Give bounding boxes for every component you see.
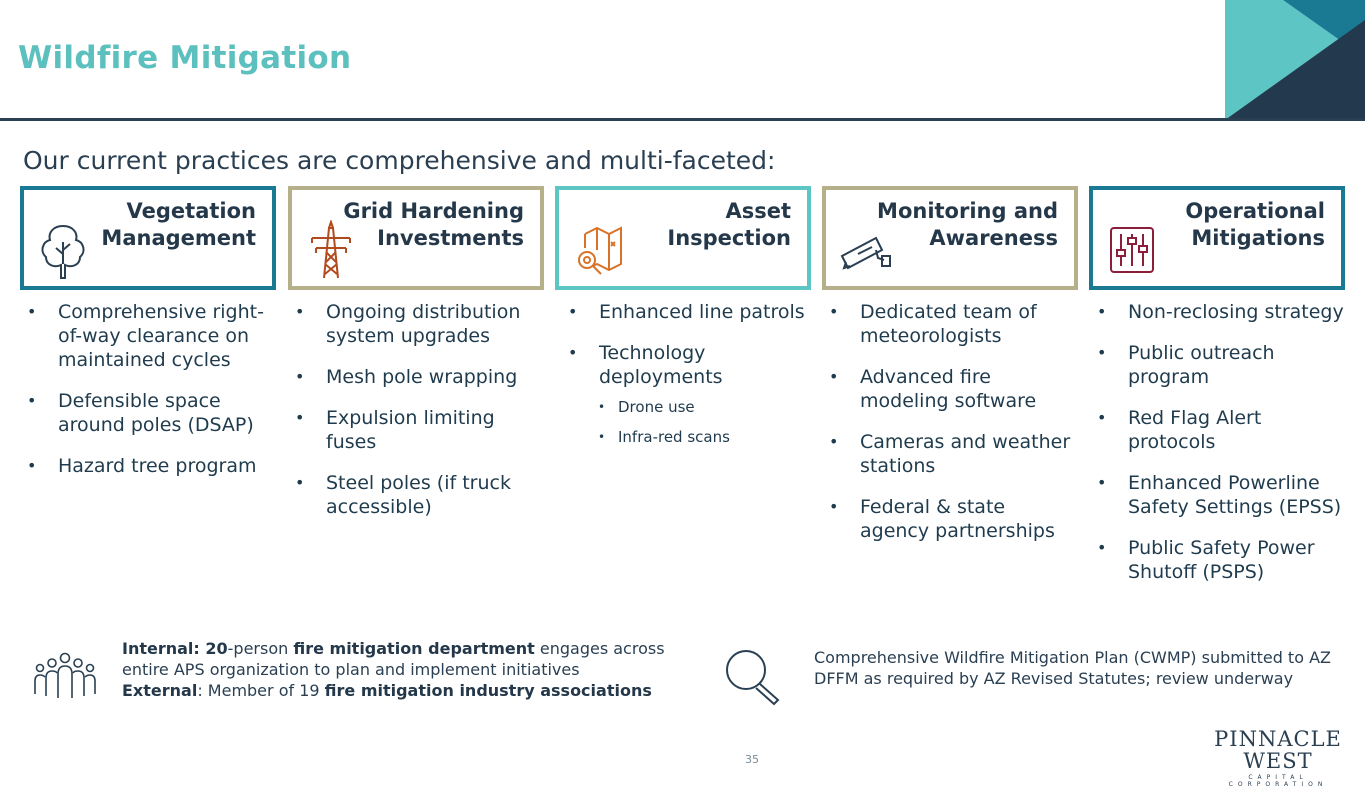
list-item: • Advanced fire modeling software xyxy=(827,365,1077,413)
sub-list-item: • Infra-red scans xyxy=(566,427,816,447)
map-search-icon xyxy=(571,220,625,280)
list-item: • Comprehensive right-of-way clearance on maintained cycles xyxy=(25,300,280,372)
list-item: • Dedicated team of meteorologists xyxy=(827,300,1077,348)
card-title-line1: Operational xyxy=(1185,199,1325,223)
card-title-line1: Monitoring and xyxy=(877,199,1058,223)
list-item: • Mesh pole wrapping xyxy=(293,365,548,389)
card-grid-hardening xyxy=(288,186,544,290)
internal-line: Internal: 20-person fire mitigation department engages across entire APS organization to plan and implement initiatives xyxy=(122,639,665,679)
page-subtitle: Our current practices are comprehensive and multi-faceted: xyxy=(23,146,776,175)
internal-external-note xyxy=(122,638,682,701)
list-item: • Non-reclosing strategy xyxy=(1095,300,1345,324)
card-title-line1: Asset xyxy=(725,199,791,223)
bullets-vegetation xyxy=(25,300,280,495)
card-title-line2: Mitigations xyxy=(1191,226,1325,250)
bullets-operational xyxy=(1095,300,1345,601)
card-title-line1: Vegetation xyxy=(126,199,256,223)
card-title-line2: Investments xyxy=(377,226,524,250)
page-title: Wildfire Mitigation xyxy=(18,40,352,76)
list-item: • Expulsion limiting fuses xyxy=(293,406,548,454)
cwmp-note: Comprehensive Wildfire Mitigation Plan (CWMP) submitted to AZ DFFM as required by AZ Revised Statutes; review underway xyxy=(814,648,1331,688)
list-item: • Public outreach program xyxy=(1095,341,1345,389)
list-item: • Enhanced Powerline Safety Settings (EPSS) xyxy=(1095,471,1345,519)
list-item: • Hazard tree program xyxy=(25,454,280,478)
card-title-line2: Awareness xyxy=(929,226,1058,250)
card-vegetation-management xyxy=(20,186,276,290)
list-item: • Defensible space around poles (DSAP) xyxy=(25,389,280,437)
external-line: External: Member of 19 fire mitigation industry associations xyxy=(122,681,652,700)
logo-line1: PINNACLE WEST xyxy=(1214,727,1342,773)
card-title-line1: Grid Hardening xyxy=(343,199,524,223)
corner-decoration xyxy=(1225,0,1365,120)
list-item: • Public Safety Power Shutoff (PSPS) xyxy=(1095,536,1345,584)
card-monitoring-awareness xyxy=(822,186,1078,290)
team-people-icon xyxy=(32,652,98,700)
page-number: 35 xyxy=(745,753,759,766)
list-item: • Enhanced line patrols xyxy=(566,300,816,324)
list-item: • Red Flag Alert protocols xyxy=(1095,406,1345,454)
list-item: • Technology deployments xyxy=(566,341,816,389)
card-asset-inspection xyxy=(555,186,811,290)
logo-line2: CAPITAL CORPORATION xyxy=(1228,774,1328,788)
magnifier-icon xyxy=(722,648,784,706)
list-item: • Ongoing distribution system upgrades xyxy=(293,300,548,348)
bullets-asset-inspection xyxy=(566,300,816,457)
bullets-grid-hardening xyxy=(293,300,548,536)
list-item: • Cameras and weather stations xyxy=(827,430,1077,478)
list-item: • Steel poles (if truck accessible) xyxy=(293,471,548,519)
sliders-icon xyxy=(1105,220,1159,280)
tree-icon xyxy=(36,220,90,280)
header-divider xyxy=(0,118,1365,121)
company-logo xyxy=(1204,728,1352,788)
card-title-line2: Management xyxy=(101,226,256,250)
card-operational-mitigations xyxy=(1089,186,1345,290)
card-title-line2: Inspection xyxy=(667,226,791,250)
sub-list-item: • Drone use xyxy=(566,397,816,417)
list-item: • Federal & state agency partnerships xyxy=(827,495,1077,543)
bullets-monitoring xyxy=(827,300,1077,560)
